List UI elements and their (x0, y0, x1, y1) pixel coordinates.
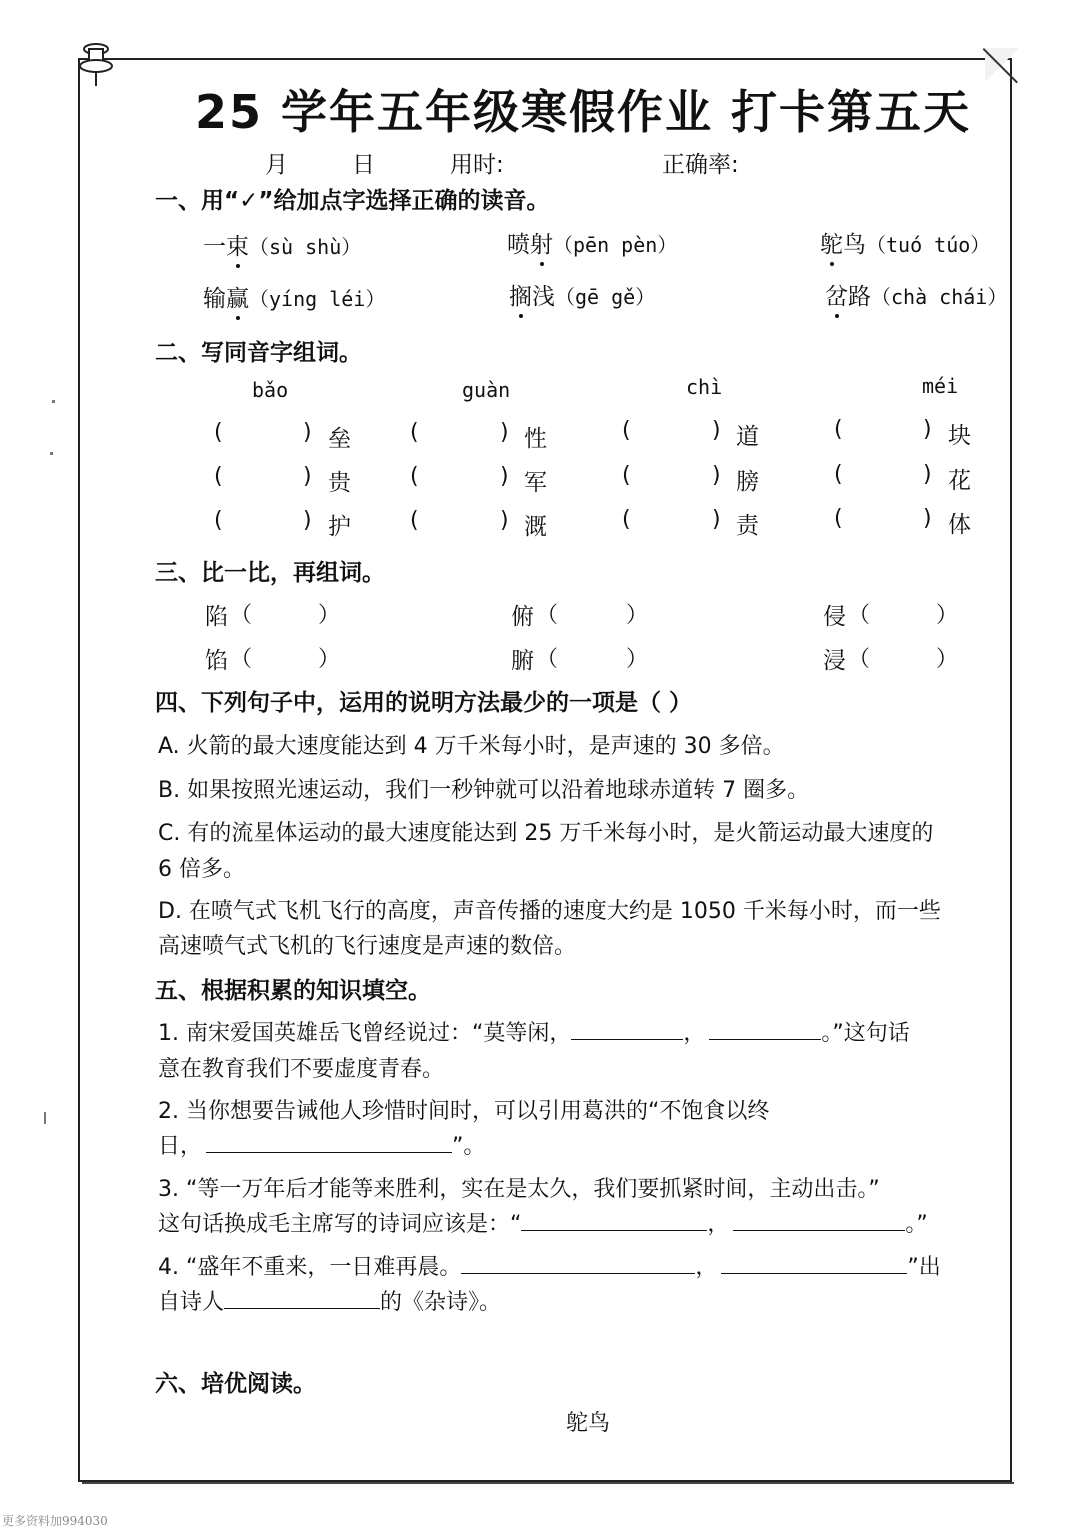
pinyin-label: chì (686, 375, 723, 399)
blank-line[interactable] (206, 1130, 452, 1153)
pinyin-label: guàn (462, 378, 511, 402)
paren-close: ) (712, 507, 721, 532)
option-c-line-2: 6 倍多。 (158, 857, 245, 882)
compare-char: 陷 (205, 604, 228, 630)
paren-close: ) (303, 508, 312, 533)
question-2-line-1: 2. 当你想要告诫他人珍惜时间时，可以引用葛洪的“不饱食以终 (158, 1099, 770, 1124)
paren-close: ) (923, 462, 932, 487)
reading-item (820, 226, 990, 259)
word-char: 性 (524, 426, 547, 452)
question-text: 这句话换成毛主席写的诗词应该是：“ (158, 1212, 522, 1237)
section-6-heading: 六、培优阅读。 (155, 1371, 316, 1397)
scan-speck (50, 452, 53, 455)
pinyin-options: （tuó túo） (866, 233, 991, 257)
section-2-heading: 二、写同音字组词。 (155, 340, 362, 366)
question-text: ”出 (907, 1255, 941, 1280)
word-char: 垒 (328, 426, 351, 452)
dotted-char: 射 (530, 232, 553, 258)
compare-char: 馅 (205, 648, 228, 674)
item-text: 路 (848, 284, 871, 310)
month-label: 月 (265, 152, 288, 178)
blank-line[interactable] (733, 1208, 905, 1231)
compare-char: 腑 (511, 648, 534, 674)
word-char: 军 (524, 470, 547, 496)
blank-line[interactable] (709, 1017, 821, 1040)
day-label: 日 (352, 152, 375, 178)
word-char: 护 (328, 514, 351, 540)
footer-note: 更多资料加994030 (2, 1514, 108, 1528)
question-text: 4. “盛年不重来，一日难再晨。 (158, 1255, 462, 1280)
page-fold (985, 48, 1019, 82)
page-title: 25 学年五年级寒假作业 打卡第五天 (195, 85, 972, 139)
paren-open: （ (230, 647, 253, 672)
item-text: 输 (203, 286, 226, 312)
paren-open: ( (214, 464, 223, 489)
reading-item (825, 278, 1007, 311)
paren-close: ) (500, 464, 509, 489)
paren-open: ( (214, 420, 223, 445)
item-text: 浅 (532, 284, 555, 310)
question-text: 的《杂诗》。 (380, 1290, 502, 1315)
question-2-line-2 (158, 1129, 485, 1160)
option-d-line-2: 高速喷气式飞机的飞行速度是声速的数倍。 (158, 934, 577, 959)
section-5-heading: 五、根据积累的知识填空。 (155, 978, 431, 1004)
paren-close: ) (500, 420, 509, 445)
paren-open: ( (410, 420, 419, 445)
word-char: 贵 (328, 470, 351, 496)
paren-open: ( (834, 506, 843, 531)
accuracy-label: 正确率: (662, 152, 739, 178)
pinyin-options: （yíng léi） (249, 287, 386, 311)
paren-close: ） (318, 603, 341, 628)
paren-open: ( (834, 462, 843, 487)
reading-item (509, 278, 655, 311)
blank-line[interactable] (571, 1017, 683, 1040)
compare-char: 俯 (511, 604, 534, 630)
paren-open: ( (214, 508, 223, 533)
paren-open: ( (834, 417, 843, 442)
question-4-line-2 (158, 1285, 501, 1316)
dotted-char: 鸵 (820, 232, 843, 258)
question-text: 。”这句话 (821, 1021, 910, 1046)
question-4-line-1 (158, 1250, 941, 1281)
word-char: 花 (948, 468, 971, 494)
item-text: 喷 (507, 232, 530, 258)
question-text: 。” (905, 1212, 928, 1237)
blank-line[interactable] (721, 1251, 907, 1274)
blank-line[interactable] (224, 1286, 380, 1309)
paren-open: ( (622, 463, 631, 488)
paren-close: ) (923, 506, 932, 531)
word-char: 块 (948, 423, 971, 449)
question-text: ”。 (452, 1134, 486, 1159)
question-text: 1. 南宋爱国英雄岳飞曾经说过：“莫等闲， (158, 1021, 572, 1046)
option-c-line-1: C. 有的流星体运动的最大速度能达到 25 万千米每小时，是火箭运动最大速度的 (158, 821, 934, 846)
paren-open: ( (622, 418, 631, 443)
paren-close: ) (303, 420, 312, 445)
reading-item (507, 226, 677, 259)
blank-line[interactable] (461, 1251, 695, 1274)
dotted-char: 搁 (509, 284, 532, 310)
paren-open: （ (536, 647, 559, 672)
dotted-char: 赢 (226, 286, 249, 312)
question-3-line-2 (158, 1207, 928, 1238)
compare-char: 侵 (823, 604, 846, 630)
question-text: 自诗人 (158, 1290, 225, 1315)
word-char: 责 (736, 513, 759, 539)
paren-close: ) (303, 464, 312, 489)
question-text: ， (683, 1021, 706, 1046)
question-text: ， (707, 1212, 730, 1237)
option-b: B. 如果按照光速运动，我们一秒钟就可以沿着地球赤道转 7 圈多。 (158, 778, 810, 803)
word-char: 道 (736, 424, 759, 450)
paren-open: ( (410, 464, 419, 489)
time-used-label: 用时: (450, 152, 504, 178)
paren-open: （ (848, 647, 871, 672)
paren-open: （ (536, 603, 559, 628)
question-text: ， (695, 1255, 718, 1280)
paren-close: ） (318, 647, 341, 672)
paren-close: ) (712, 418, 721, 443)
pinyin-options: （chà chái） (871, 285, 1008, 309)
frame-shadow (82, 1478, 1014, 1484)
dotted-char: 束 (226, 234, 249, 260)
reading-title: 鸵鸟 (566, 1411, 611, 1436)
paren-close: ） (936, 647, 959, 672)
paren-close: ） (626, 603, 649, 628)
question-1-line-2: 意在教育我们不要虚度青春。 (158, 1057, 445, 1082)
pinyin-options: （sù shù） (249, 235, 362, 259)
question-3-line-1: 3. “等一万年后才能等来胜利，实在是太久，我们要抓紧时间，主动出击。” (158, 1177, 880, 1202)
paren-open: （ (230, 603, 253, 628)
paren-open: ( (622, 507, 631, 532)
pinyin-label: méi (922, 374, 959, 398)
section-3-heading: 三、比一比，再组词。 (155, 560, 385, 586)
word-char: 体 (948, 512, 971, 538)
paren-close: ) (500, 508, 509, 533)
paren-close: ） (626, 647, 649, 672)
dotted-char: 岔 (825, 284, 848, 310)
item-text: 一 (203, 234, 226, 260)
reading-item (203, 228, 361, 261)
pinyin-options: （pēn pèn） (553, 233, 678, 257)
paren-open: （ (848, 603, 871, 628)
scan-speck (44, 1112, 46, 1124)
section-4-heading: 四、下列句子中，运用的说明方法最少的一项是（ ） (155, 690, 693, 716)
pinyin-options: （gē gě） (555, 285, 656, 309)
reading-item (203, 280, 385, 313)
paren-close: ) (712, 463, 721, 488)
section-1-heading: 一、用“✓”给加点字选择正确的读音。 (155, 188, 550, 214)
paren-open: ( (410, 508, 419, 533)
paren-close: ） (936, 603, 959, 628)
word-char: 溉 (524, 514, 547, 540)
item-text: 鸟 (843, 232, 866, 258)
paren-close: ) (923, 417, 932, 442)
question-1-line-1 (158, 1016, 910, 1047)
option-d-line-1: D. 在喷气式飞机飞行的高度，声音传播的速度大约是 1050 千米每小时，而一些 (158, 899, 941, 924)
pushpin-icon (72, 40, 122, 90)
word-char: 膀 (736, 469, 759, 495)
option-a: A. 火箭的最大速度能达到 4 万千米每小时，是声速的 30 多倍。 (158, 734, 785, 759)
pinyin-label: bǎo (252, 378, 289, 402)
scan-speck (52, 400, 55, 403)
compare-char: 浸 (823, 648, 846, 674)
blank-line[interactable] (521, 1208, 707, 1231)
question-text: 日， (158, 1134, 203, 1159)
